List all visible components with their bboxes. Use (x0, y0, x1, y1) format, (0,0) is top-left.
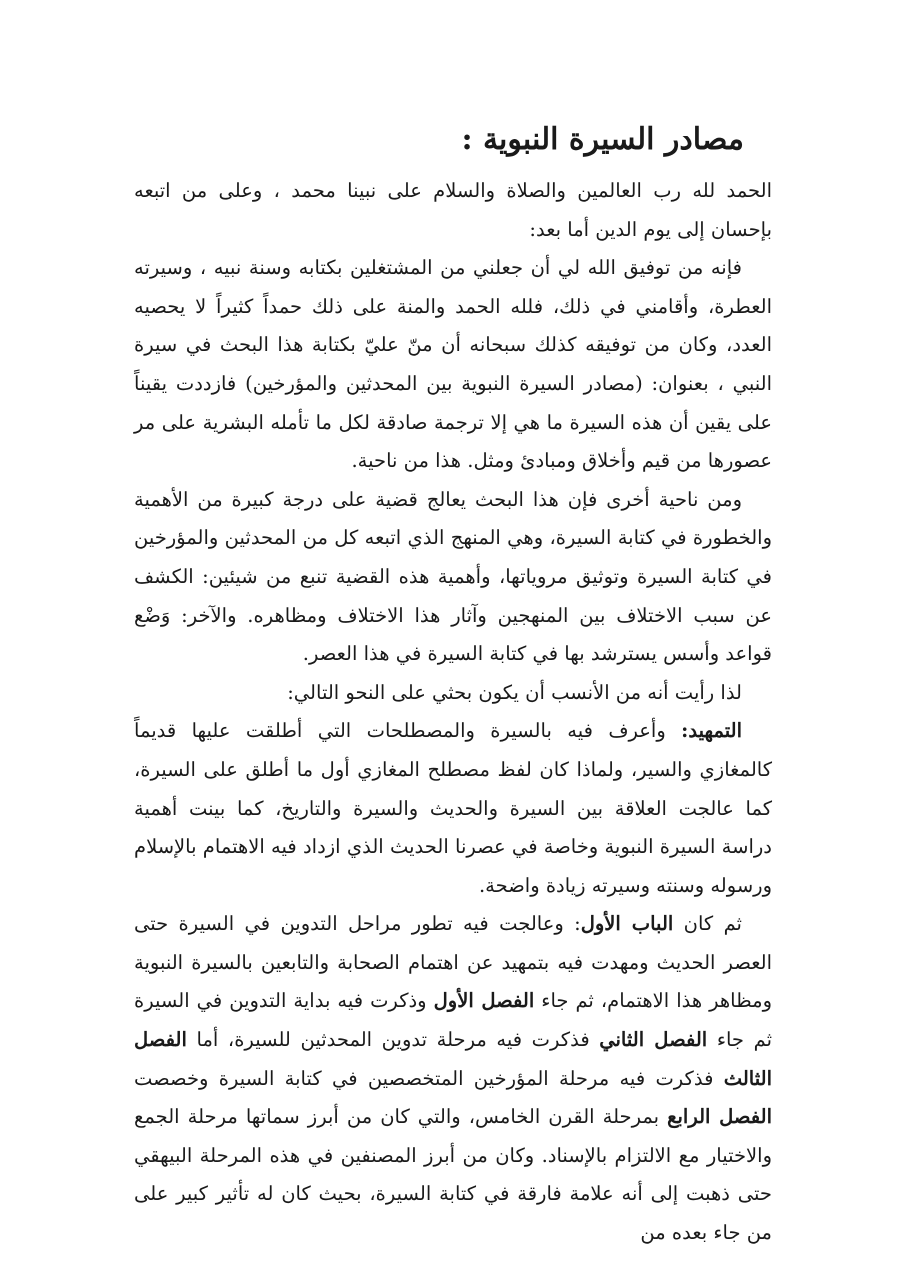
paragraph-text: بمرحلة القرن الخامس، والتي كان من أبرز سماتها مرحلة الجمع والاختيار مع الالتزام بالإسناد. وكان من أبرز المصنفين في هذه المرحلة البيهقي حتى ذهبت إلى أنه علامة فارقة في كتابة السيرة، بحيث كان له تأثير كبير على من جاء بعده من (134, 1105, 772, 1245)
page-title: مصادر السيرة النبوية : (461, 122, 744, 157)
bold-heading-term: الباب الأول (580, 912, 674, 936)
bold-heading-term: الفصل الثاني (599, 1028, 708, 1052)
paragraph-5 (134, 712, 772, 905)
bold-heading-term: الفصل الرابع (667, 1105, 772, 1129)
paragraph-text: فذكرت فيه مرحلة المؤرخين المتخصصين في كتابة السيرة وخصصت (134, 1066, 724, 1090)
paragraph-1 (134, 172, 772, 249)
paragraph-text: الحمد لله رب العالمين والصلاة والسلام على نبينا محمد ، وعلى من اتبعه بإحسان إلى يوم الدين أما بعد: (134, 179, 772, 241)
paragraph-3 (134, 481, 772, 674)
paragraph-6 (134, 905, 772, 1252)
paragraph-text: : وعالجت فيه تطور مراحل التدوين في السيرة حتى العصر الحديث ومهدت فيه بتمهيد عن اهتمام الصحابة والتابعين بالسيرة النبوية ومظاهر هذا الاهتمام، ثم جاء (134, 912, 772, 1013)
document-body (134, 172, 772, 1253)
paragraph-4 (134, 674, 772, 713)
paragraph-text: ومن ناحية أخرى فإن هذا البحث يعالج قضية على درجة كبيرة من الأهمية والخطورة في كتابة السيرة، وهي المنهج الذي اتبعه كل من المحدثين والمؤرخين في كتابة السيرة وتوثيق مروياتها، وأهمية هذه القضية تنبع من شيئين: الكشف عن سبب الاختلاف بين المنهجين وآثار هذا الاختلاف ومظاهره. والآخر: وَضْع قواعد وأسس يسترشد بها في كتابة السيرة في هذا العصر. (134, 487, 772, 666)
bold-heading-term: الفصل الأول (433, 989, 535, 1013)
paragraph-text: لذا رأيت أنه من الأنسب أن يكون بحثي على النحو التالي: (287, 680, 742, 704)
paragraph-text: ثم كان (673, 912, 742, 936)
bold-heading-term: الفصل الثالث (134, 1028, 772, 1090)
paragraph-2 (134, 249, 772, 481)
paragraph-text: فإنه من توفيق الله لي أن جعلني من المشتغلين بكتابه وسنة نبيه ، وسيرته العطرة، وأقامني في ذلك، فلله الحمد والمنة على ذلك حمداً كثيراً لا يحصيه العدد، وكان من توفيقه كذلك سبحانه أن منّ عليّ بكتابة هذا البحث في سيرة النبي ، بعنوان: (مصادر السيرة النبوية بين المحدثين والمؤرخين) فازددت يقيناً على يقين أن هذه السيرة ما هي إلا ترجمة صادقة لكل ما تأمله البشرية على مر عصورها من قيم وأخلاق ومبادئ ومثل. هذا من ناحية. (134, 256, 772, 473)
paragraph-text: فذكرت فيه مرحلة تدوين المحدثين للسيرة، أما (186, 1028, 600, 1052)
paragraph-text: وذكرت فيه بداية التدوين في السيرة ثم جاء (134, 989, 772, 1052)
bold-heading-term: التمهيد: (681, 719, 742, 743)
paragraph-text: وأعرف فيه بالسيرة والمصطلحات التي أطلقت عليها قديماً كالمغازي والسير، ولماذا كان لفظ مصطلح المغازي أول ما أطلق على السيرة، كما عالجت العلاقة بين السيرة والحديث والسيرة والتاريخ، كما بينت أهمية دراسة السيرة النبوية وخاصة في عصرنا الحديث الذي ازداد فيه الاهتمام بالإسلام ورسوله وسنته وسيرته زيادة واضحة. (134, 719, 772, 897)
